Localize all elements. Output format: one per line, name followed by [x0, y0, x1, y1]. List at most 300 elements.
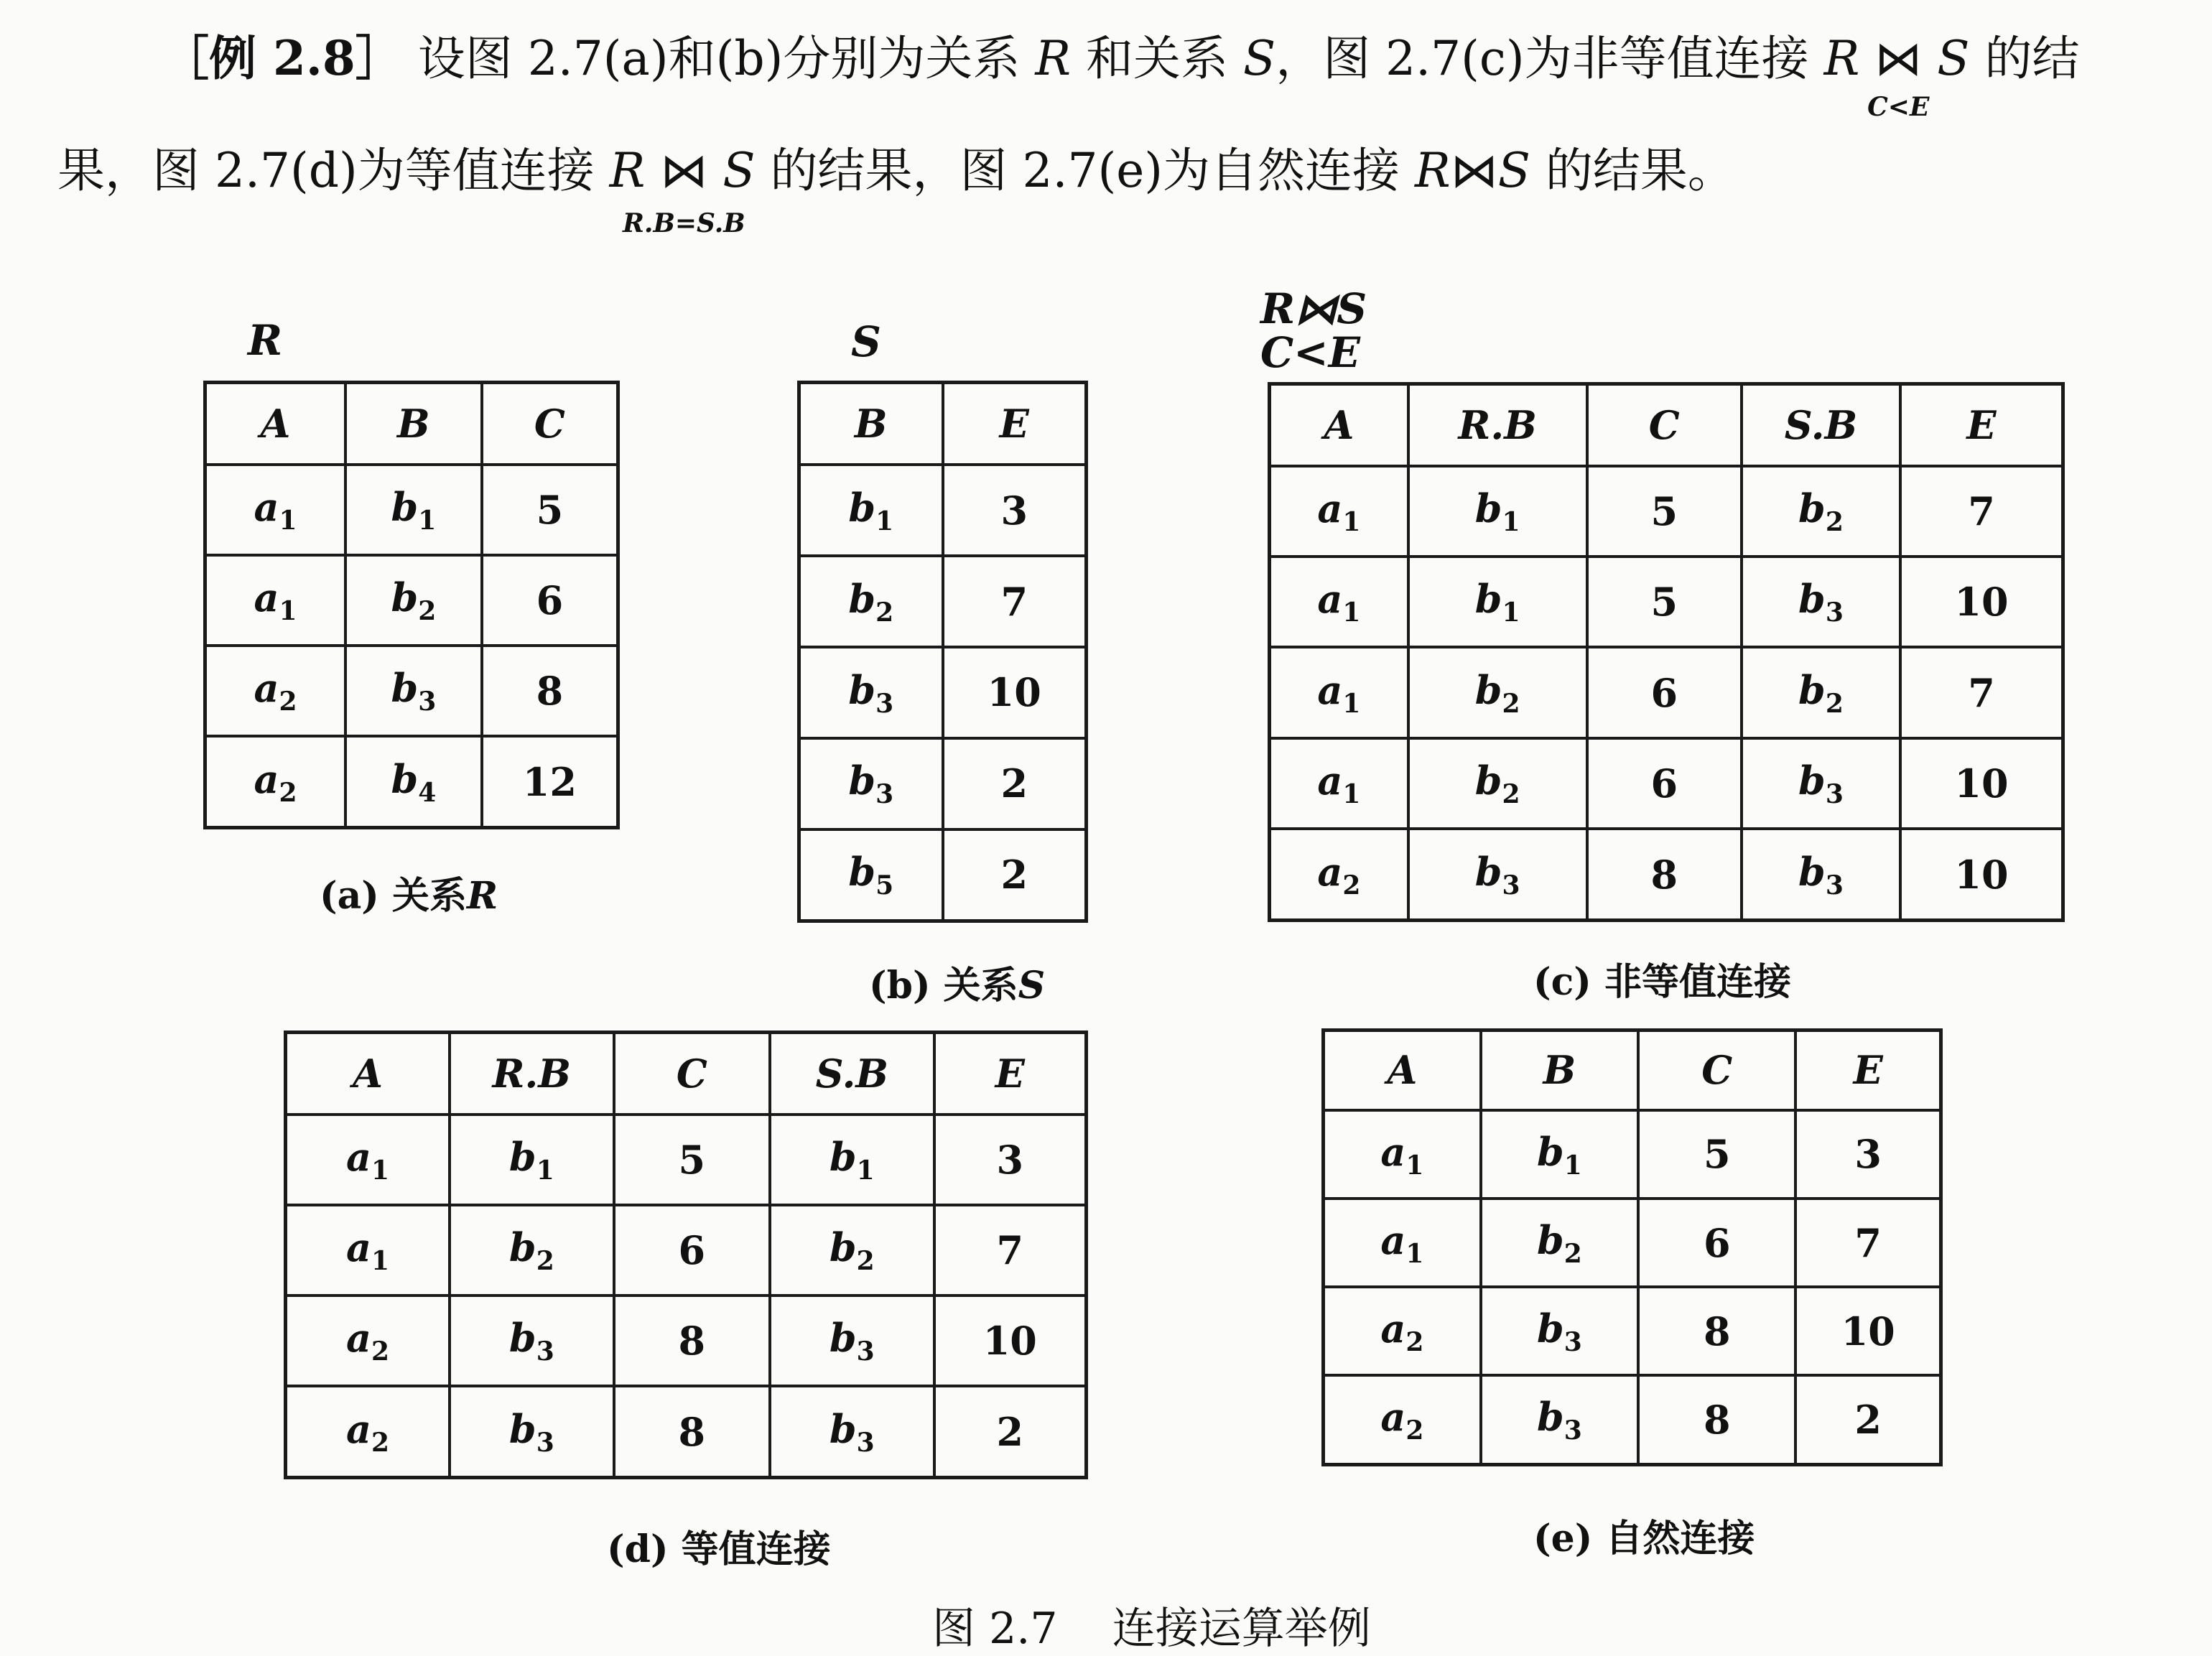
- table-cell: [934, 1296, 1087, 1386]
- cell-subscript: 1: [371, 1155, 390, 1186]
- table-cell: [770, 1296, 934, 1386]
- table-cell: [943, 556, 1087, 647]
- cell-value: a: [1380, 1305, 1406, 1352]
- table-cell: [934, 1205, 1087, 1296]
- cell-value: a: [1317, 485, 1343, 531]
- table-cell: [345, 736, 482, 827]
- paragraph-text: 的结果。: [1530, 143, 1735, 198]
- join-left: R: [1823, 31, 1860, 86]
- cell-value: 10: [1954, 760, 2009, 807]
- cell-subscript: 1: [875, 506, 894, 536]
- natural-join-right: S: [1497, 143, 1530, 198]
- cell-subscript: 2: [371, 1427, 390, 1458]
- cell-value: 10: [1954, 851, 2009, 898]
- table-cell: [286, 1296, 450, 1386]
- table-cell: [1481, 1287, 1638, 1375]
- cell-value: b: [848, 484, 876, 531]
- table-row: [286, 1115, 1087, 1205]
- cell-value: a: [1380, 1394, 1406, 1441]
- cell-value: b: [1798, 576, 1826, 623]
- table-row: [1324, 1199, 1941, 1287]
- example-label: ［例 2.8］: [162, 30, 403, 86]
- cell-value: a: [254, 575, 279, 621]
- table-cell: [1900, 647, 2063, 738]
- cell-subscript: 1: [1342, 506, 1361, 537]
- cell-value: 3: [1854, 1131, 1882, 1178]
- table-cell: [934, 1115, 1087, 1205]
- table-cell: [450, 1386, 614, 1477]
- table-cell: [205, 736, 346, 827]
- table-s-title: S: [851, 317, 881, 366]
- cell-value: a: [254, 755, 279, 802]
- table-cell: [1742, 738, 1900, 829]
- cell-value: b: [829, 1224, 857, 1271]
- cell-subscript: 3: [536, 1336, 554, 1367]
- table-cell: [1900, 557, 2063, 647]
- table-cell: [799, 738, 943, 829]
- column-header: A: [1270, 384, 1408, 466]
- table-e-caption: (e) 自然连接: [1533, 1517, 1755, 1560]
- cell-subscript: 3: [1825, 870, 1844, 901]
- table-cell: [1742, 466, 1900, 557]
- cell-value: 6: [1703, 1219, 1731, 1266]
- table-row: [799, 556, 1087, 647]
- cell-value: 2: [1854, 1397, 1882, 1443]
- column-header: A: [1324, 1031, 1481, 1110]
- join-left: R: [609, 143, 646, 198]
- table-row: [1270, 557, 2063, 647]
- column-header: B: [1481, 1031, 1638, 1110]
- cell-subscript: 2: [1405, 1326, 1424, 1357]
- table-c-title: [1260, 284, 1367, 377]
- table-row: [1324, 1287, 1941, 1375]
- cell-value: 2: [1000, 760, 1028, 807]
- caption-text: (a) 关系: [320, 874, 468, 918]
- cell-value: 7: [1968, 669, 1995, 716]
- cell-subscript: 3: [1563, 1415, 1582, 1446]
- column-header: E: [1900, 384, 2063, 466]
- table-cell: [1900, 738, 2063, 829]
- cell-subscript: 1: [1405, 1238, 1424, 1269]
- cell-value: b: [1474, 758, 1502, 804]
- cell-subscript: 1: [1342, 597, 1361, 628]
- table-s-caption: [869, 955, 1045, 1009]
- table-cell: [205, 465, 346, 555]
- cell-subscript: 2: [1825, 506, 1844, 537]
- cell-value: b: [1798, 848, 1826, 895]
- cell-value: b: [848, 666, 876, 713]
- column-header: A: [286, 1033, 450, 1115]
- cell-value: a: [346, 1224, 371, 1271]
- cell-value: 3: [996, 1136, 1024, 1183]
- paragraph-text: 的结: [1969, 31, 2080, 86]
- cell-subscript: 2: [1342, 870, 1361, 901]
- cell-value: a: [1380, 1217, 1406, 1263]
- cell-value: b: [829, 1315, 857, 1362]
- cell-subscript: 2: [1563, 1238, 1582, 1269]
- column-header: C: [1587, 384, 1742, 466]
- cell-subscript: 2: [1502, 778, 1520, 809]
- cell-subscript: 1: [1502, 597, 1520, 628]
- figure-caption: 图 2.7 连接运算举例: [932, 1604, 1371, 1654]
- table-cell: [286, 1386, 450, 1477]
- table-cell: [1638, 1287, 1795, 1375]
- table-cell: [1270, 466, 1408, 557]
- table-r-title: R: [248, 316, 283, 365]
- cell-subscript: 2: [1825, 688, 1844, 719]
- cell-value: a: [1380, 1128, 1406, 1175]
- table-row: [205, 736, 618, 827]
- table-cell: [1270, 829, 1408, 920]
- table-cell: [1587, 647, 1742, 738]
- table-cell: [482, 555, 618, 646]
- table-cell: [1408, 738, 1587, 829]
- table-cell: [799, 647, 943, 738]
- table-cell: [1324, 1110, 1481, 1199]
- cell-value: a: [1317, 848, 1343, 895]
- cell-subscript: 1: [371, 1245, 390, 1276]
- header-row: [286, 1033, 1087, 1115]
- cell-value: b: [848, 758, 876, 804]
- table-cell: [450, 1205, 614, 1296]
- table-cell: [205, 646, 346, 736]
- cell-value: 7: [1000, 578, 1028, 625]
- table-cell: [943, 738, 1087, 829]
- cell-subscript: 1: [1405, 1150, 1424, 1181]
- table-cell: [1587, 466, 1742, 557]
- cell-subscript: 3: [1825, 597, 1844, 628]
- table-cell: [1408, 647, 1587, 738]
- cell-subscript: 3: [875, 688, 894, 719]
- table-cell: [770, 1205, 934, 1296]
- join-right: S: [1937, 31, 1970, 86]
- cell-value: 10: [1954, 579, 2009, 625]
- cell-subscript: 2: [875, 597, 894, 628]
- table-cell: [1795, 1287, 1941, 1375]
- column-header: E: [934, 1033, 1087, 1115]
- cell-subscript: 4: [418, 777, 437, 808]
- natural-join-symbol: ⋈: [1450, 143, 1498, 198]
- table-cell: [614, 1296, 770, 1386]
- table-cell: [1742, 557, 1900, 647]
- table-cell: [943, 647, 1087, 738]
- table-cell: [1481, 1375, 1638, 1464]
- table-cell: [1481, 1110, 1638, 1199]
- cell-value: a: [1317, 666, 1343, 713]
- cell-subscript: 1: [1342, 688, 1361, 719]
- table-cell: [1324, 1287, 1481, 1375]
- cell-subscript: 3: [1563, 1326, 1582, 1357]
- cell-subscript: 1: [1563, 1150, 1582, 1181]
- cell-subscript: 1: [856, 1155, 875, 1186]
- cell-value: b: [848, 575, 876, 622]
- table-cell: [943, 465, 1087, 556]
- cell-subscript: 2: [1502, 688, 1520, 719]
- cell-value: 8: [1703, 1308, 1731, 1354]
- table-row: [1270, 829, 2063, 920]
- cell-subscript: 1: [279, 595, 297, 626]
- table-relation-r: [203, 381, 620, 829]
- column-header: E: [943, 383, 1087, 465]
- column-header: R.B: [450, 1033, 614, 1115]
- column-header: A: [205, 383, 346, 465]
- table-row: [205, 465, 618, 555]
- cell-subscript: 2: [536, 1245, 554, 1276]
- join-condition: R.B=S.B: [623, 208, 745, 238]
- table-cell: [1900, 829, 2063, 920]
- caption-var: R: [467, 874, 498, 918]
- cell-value: 8: [678, 1318, 706, 1364]
- table-c-title-join: R⋈S: [1260, 284, 1367, 333]
- paragraph-text: 的结果，图 2.7(e)为自然连接: [755, 143, 1416, 198]
- table-row: [1270, 738, 2063, 829]
- cell-subscript: 3: [418, 687, 437, 717]
- cell-value: 10: [1841, 1308, 1895, 1354]
- cell-value: b: [508, 1315, 536, 1362]
- cell-subscript: 1: [1342, 778, 1361, 809]
- cell-value: 8: [1703, 1397, 1731, 1443]
- table-cell: [1742, 647, 1900, 738]
- cell-value: b: [508, 1224, 536, 1271]
- cell-value: a: [1317, 758, 1343, 804]
- table-cell: [1638, 1110, 1795, 1199]
- table-cell: [1270, 647, 1408, 738]
- cell-value: b: [1798, 758, 1826, 804]
- table-cell: [345, 555, 482, 646]
- table-row: [1270, 466, 2063, 557]
- cell-value: 5: [1650, 488, 1678, 534]
- cell-value: b: [848, 849, 876, 896]
- cell-value: 7: [1968, 488, 1995, 534]
- table-row: [1270, 647, 2063, 738]
- column-header: B: [345, 383, 482, 465]
- table-c-title-condition: C<E: [1260, 327, 1360, 377]
- cell-subscript: 2: [371, 1336, 390, 1367]
- caption-text: (b) 关系: [869, 964, 1018, 1008]
- cell-subscript: 3: [1825, 778, 1844, 809]
- cell-value: b: [391, 665, 419, 712]
- table-cell: [1408, 829, 1587, 920]
- table-cell: [770, 1386, 934, 1477]
- cell-value: b: [1537, 1394, 1564, 1441]
- table-cell: [1900, 466, 2063, 557]
- cell-value: b: [508, 1133, 536, 1180]
- join-condition: C<E: [1867, 92, 1930, 122]
- cell-value: 8: [678, 1408, 706, 1455]
- cell-subscript: 2: [279, 777, 297, 808]
- cell-value: b: [829, 1405, 857, 1452]
- cell-value: 6: [1650, 669, 1678, 716]
- table-row: [799, 465, 1087, 556]
- paragraph-line-2: [57, 143, 1735, 238]
- paragraph-text: 设图 2.7(a)和(b)分别为关系: [417, 31, 1036, 86]
- theta-join-symbol: ⋈ C<E: [1867, 31, 1930, 122]
- table-cell: [1638, 1375, 1795, 1464]
- header-row: [1270, 384, 2063, 466]
- table-row: [286, 1386, 1087, 1477]
- cell-value: a: [254, 665, 279, 712]
- table-cell: [799, 556, 943, 647]
- table-natural-join: [1321, 1028, 1943, 1466]
- table-cell: [1638, 1199, 1795, 1287]
- column-header: E: [1795, 1031, 1941, 1110]
- cell-value: 3: [1000, 487, 1028, 534]
- table-cell: [1795, 1375, 1941, 1464]
- cell-value: b: [829, 1133, 857, 1180]
- paragraph-line-1: [162, 30, 2080, 122]
- cell-value: b: [1474, 848, 1502, 895]
- cell-value: 5: [1650, 579, 1678, 625]
- cell-subscript: 5: [875, 870, 894, 901]
- cell-value: b: [391, 755, 419, 802]
- cell-value: 2: [996, 1408, 1024, 1455]
- cell-subscript: 2: [279, 687, 297, 717]
- table-cell: [205, 555, 346, 646]
- table-c-caption: (c) 非等值连接: [1533, 960, 1791, 1004]
- table-cell: [1587, 557, 1742, 647]
- table-cell: [614, 1115, 770, 1205]
- cell-value: 5: [678, 1136, 706, 1183]
- paragraph-text: 和关系: [1071, 31, 1243, 86]
- join-right: S: [722, 143, 756, 198]
- relation-s: S: [1242, 31, 1276, 86]
- table-cell: [482, 646, 618, 736]
- table-r-caption: [320, 865, 498, 919]
- table-row: [799, 647, 1087, 738]
- table-cell: [614, 1205, 770, 1296]
- column-header: C: [482, 383, 618, 465]
- cell-subscript: 1: [536, 1155, 554, 1186]
- cell-value: 8: [536, 668, 564, 715]
- table-row: [1324, 1110, 1941, 1199]
- table-cell: [1587, 738, 1742, 829]
- cell-subscript: 3: [875, 779, 894, 810]
- paragraph-text: 果，图 2.7(d)为等值连接: [57, 143, 610, 198]
- header-row: [1324, 1031, 1941, 1110]
- table-cell: [286, 1205, 450, 1296]
- table-cell: [1481, 1199, 1638, 1287]
- table-cell: [799, 829, 943, 921]
- cell-value: b: [1798, 666, 1826, 713]
- cell-subscript: 1: [418, 505, 437, 536]
- cell-value: a: [1317, 576, 1343, 623]
- caption-var: S: [1018, 964, 1046, 1008]
- natural-join-left: R: [1415, 143, 1451, 198]
- cell-subscript: 2: [1405, 1415, 1424, 1446]
- equi-join-symbol: ⋈ R.B=S.B: [623, 143, 745, 238]
- table-row: [205, 555, 618, 646]
- column-header: S.B: [770, 1033, 934, 1115]
- column-header: C: [614, 1033, 770, 1115]
- table-d-caption: (d) 等值连接: [607, 1527, 831, 1571]
- table-cell: [1324, 1199, 1481, 1287]
- cell-subscript: 3: [536, 1427, 554, 1458]
- cell-value: 10: [987, 669, 1041, 716]
- cell-value: a: [254, 483, 279, 530]
- table-cell: [943, 829, 1087, 921]
- cell-value: b: [1474, 666, 1502, 713]
- cell-value: 6: [1650, 760, 1678, 807]
- cell-value: 8: [1650, 851, 1678, 898]
- table-cell: [450, 1296, 614, 1386]
- paragraph-text: ，图 2.7(c)为非等值连接: [1275, 31, 1824, 86]
- cell-subscript: 1: [1502, 506, 1520, 537]
- column-header: B: [799, 383, 943, 465]
- table-row: [799, 829, 1087, 921]
- table-equi-join: [284, 1031, 1088, 1479]
- table-cell: [799, 465, 943, 556]
- table-cell: [1408, 466, 1587, 557]
- cell-subscript: 2: [856, 1245, 875, 1276]
- table-cell: [1795, 1110, 1941, 1199]
- table-cell: [482, 465, 618, 555]
- cell-value: 2: [1000, 852, 1028, 898]
- cell-subscript: 3: [856, 1427, 875, 1458]
- cell-value: 5: [536, 486, 564, 533]
- table-cell: [345, 646, 482, 736]
- cell-value: 6: [536, 577, 564, 623]
- table-cell: [1795, 1199, 1941, 1287]
- table-cell: [1587, 829, 1742, 920]
- column-header: S.B: [1742, 384, 1900, 466]
- cell-value: b: [1474, 576, 1502, 623]
- cell-value: b: [1474, 485, 1502, 531]
- table-cell: [1324, 1375, 1481, 1464]
- table-cell: [1270, 557, 1408, 647]
- table-cell: [286, 1115, 450, 1205]
- cell-value: b: [1537, 1305, 1564, 1352]
- cell-subscript: 3: [856, 1336, 875, 1367]
- cell-value: b: [1537, 1128, 1564, 1175]
- table-cell: [934, 1386, 1087, 1477]
- cell-value: 7: [996, 1227, 1024, 1273]
- table-row: [799, 738, 1087, 829]
- table-cell: [614, 1386, 770, 1477]
- cell-subscript: 1: [279, 505, 297, 536]
- cell-value: b: [391, 575, 419, 621]
- table-cell: [1270, 738, 1408, 829]
- column-header: C: [1638, 1031, 1795, 1110]
- table-row: [286, 1296, 1087, 1386]
- relation-r: R: [1035, 31, 1072, 86]
- cell-value: 6: [678, 1227, 706, 1273]
- cell-subscript: 3: [1502, 870, 1520, 901]
- table-cell: [770, 1115, 934, 1205]
- cell-value: 12: [522, 758, 577, 805]
- table-cell: [345, 465, 482, 555]
- cell-subscript: 2: [418, 595, 437, 626]
- cell-value: b: [508, 1405, 536, 1452]
- table-relation-s: [797, 381, 1088, 923]
- header-row: [205, 383, 618, 465]
- table-cell: [482, 736, 618, 827]
- cell-value: a: [346, 1315, 371, 1362]
- column-header: R.B: [1408, 384, 1587, 466]
- table-cell: [1742, 829, 1900, 920]
- cell-value: 10: [982, 1318, 1037, 1364]
- table-row: [1324, 1375, 1941, 1464]
- header-row: [799, 383, 1087, 465]
- table-cell: [1408, 557, 1587, 647]
- cell-value: b: [1537, 1217, 1564, 1263]
- table-theta-join: [1268, 382, 2065, 922]
- cell-value: 5: [1703, 1131, 1731, 1178]
- table-row: [205, 646, 618, 736]
- cell-value: b: [1798, 485, 1826, 531]
- cell-value: a: [346, 1133, 371, 1180]
- cell-value: b: [391, 483, 419, 530]
- cell-value: 7: [1854, 1219, 1882, 1266]
